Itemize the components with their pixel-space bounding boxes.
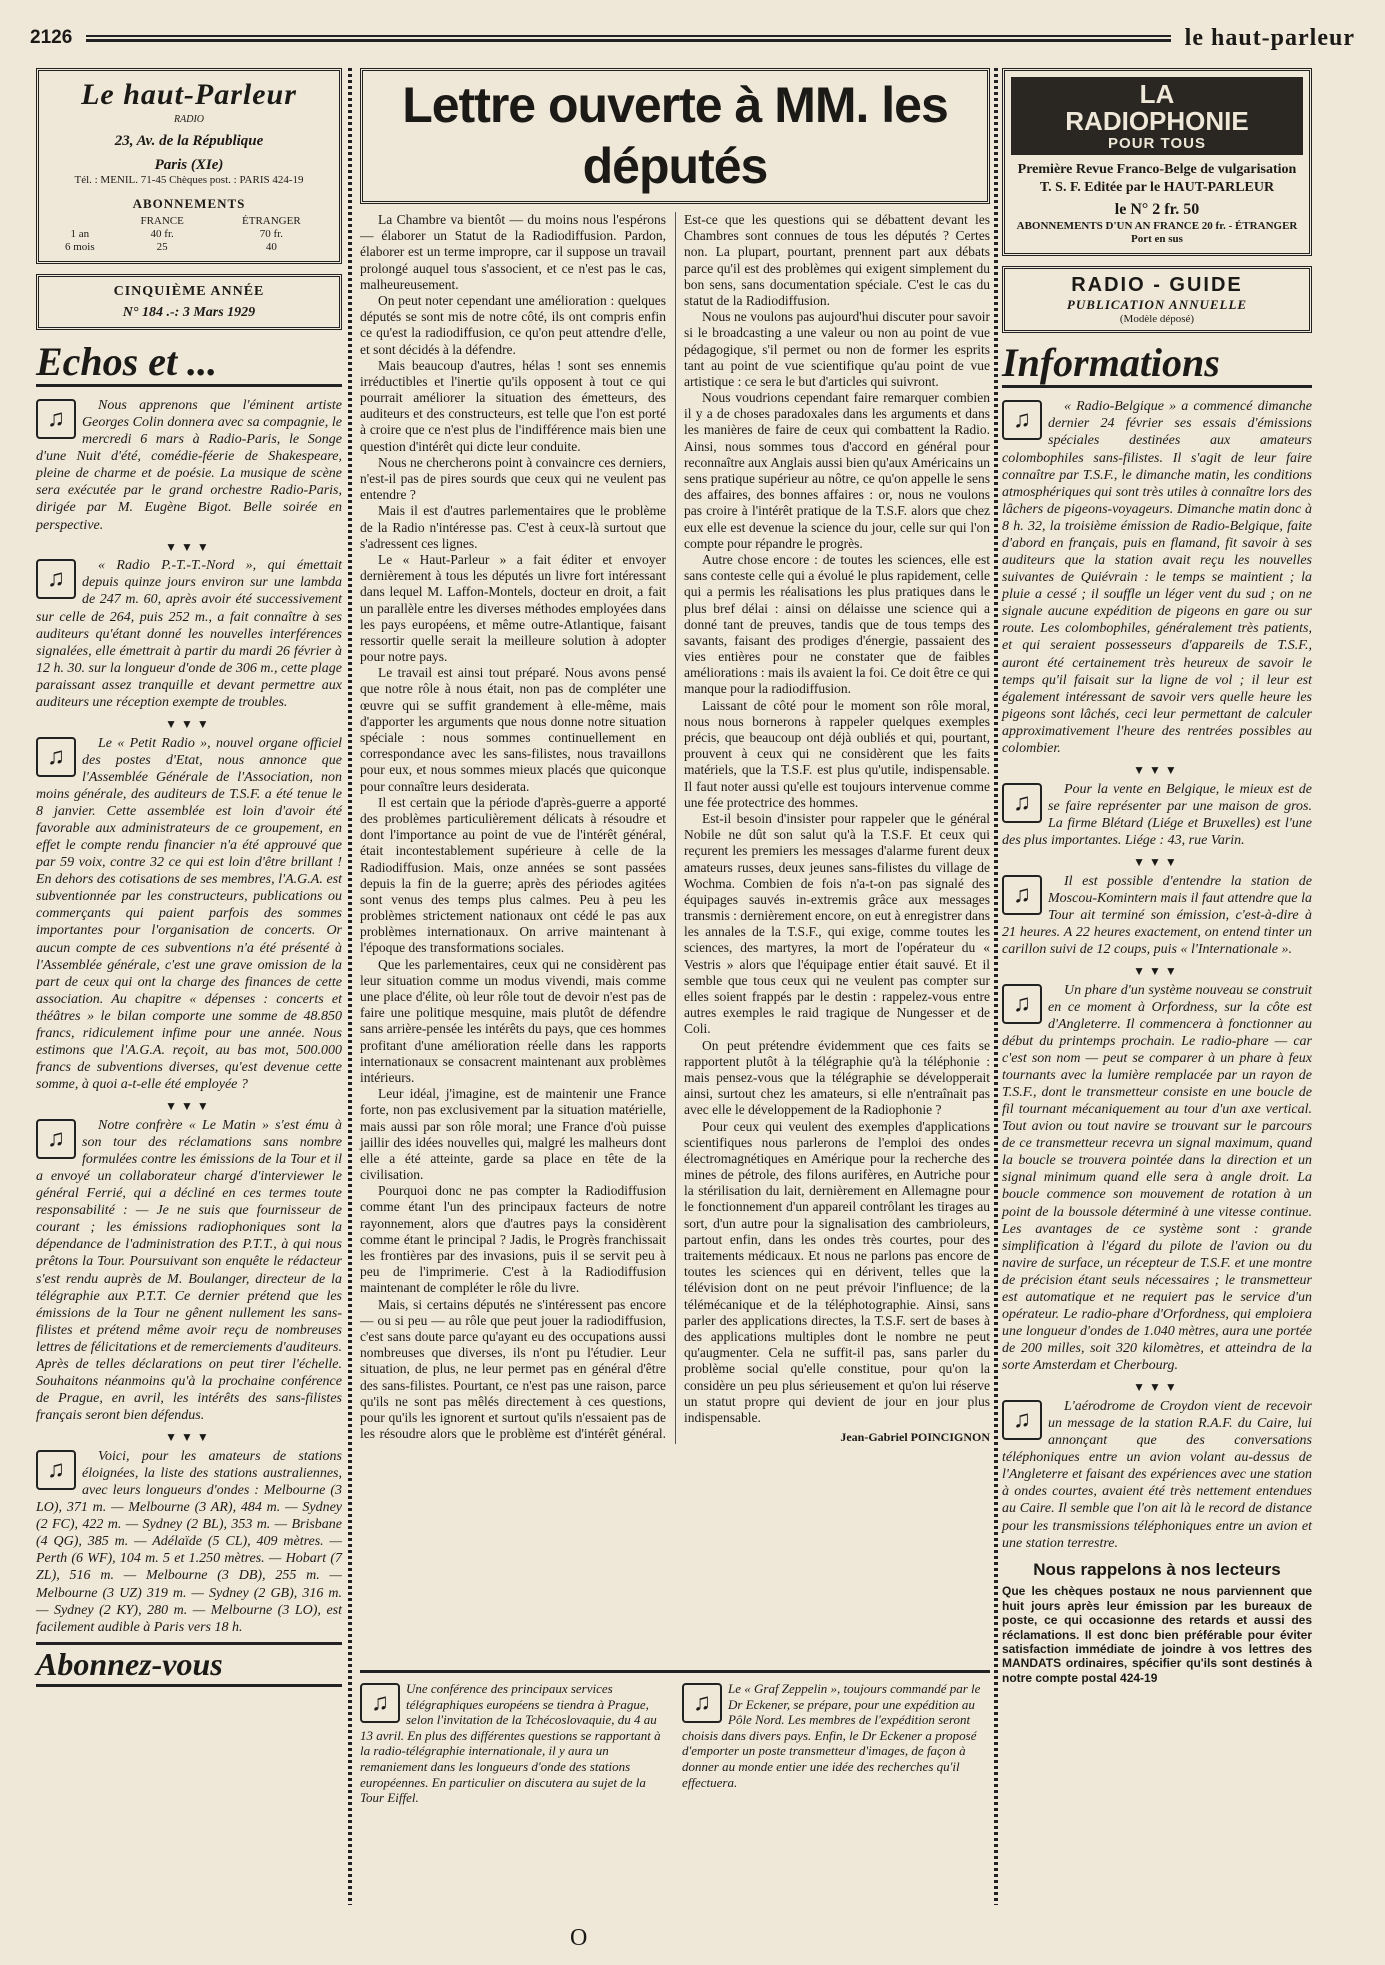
abo-head-cell: FRANCE: [140, 214, 184, 227]
issue-number: N° 184 .-: 3 Mars 1929: [122, 304, 256, 320]
echo-text: « Radio P.-T.-T.-Nord », qui émettait depuis quinze jours environ sur une lambda de 247 m. 60, après avoir été successivement sur celle de 264, puis 252 m., a fait connaître à ses auditeurs qu'étant donné les nouvelles interférences signalées, elle émettrait à partir du mardi 26 février à 12 h. 30. sur la longueur d'onde de 306 m., cette plage paraissant assez tranquille et devant permettre aux auditeurs une réception exempte de troubles.: [36, 558, 342, 710]
rappel-title: Nous rappelons à nos lecteurs: [1033, 1559, 1281, 1579]
radioguide-ad: [1002, 266, 1312, 334]
loudspeaker-icon: ♫: [1002, 875, 1042, 915]
article-paragraph: Nous ne chercherons point à convaincre ces derniers, n'est-il pas de pires sourds que ceux qui ne veulent pas entendre ?: [360, 454, 666, 503]
column-rule: [348, 68, 352, 1905]
abo-cell: 25: [156, 241, 168, 254]
abonnements-table: [45, 215, 333, 255]
informations-title: Informations: [1002, 341, 1312, 388]
column-rule: [994, 68, 998, 1905]
journal-name: le haut-parleur: [1184, 24, 1355, 51]
abo-head-row: [45, 215, 333, 228]
article-signature: Jean-Gabriel POINCIGNON: [840, 1430, 990, 1445]
info-text: L'aérodrome de Croydon vient de recevoir un message de la station R.A.F. du Caire, lui annonçant que des conversations téléphoniques entre un avion volant au-dessus de l'Angleterre et faisant des expériences avec une station à ondes courtes, avaient été très nettement entendues au Caire. Il semble que l'on ait là le record de distance pour les transmissions téléphoniques entre un avion et une station terrestre.: [1002, 1398, 1312, 1551]
right-column: [1002, 68, 1312, 1685]
page-number: 2126: [30, 27, 73, 48]
radioguide-name: RADIO - GUIDE: [1071, 273, 1243, 296]
separator-ornament: ▼▼▼: [165, 716, 213, 731]
separator-ornament: ▼▼▼: [1133, 1380, 1181, 1395]
article-paragraph: La Chambre va bientôt — du moins nous l'espérons — élaborer un Statut de la Radiodiffusion. Pardon, élaborer est un terme impropre, car il suppose un travail prolongé auquel tous s'associent, et ce n'est pas le cas, malheureusement.: [360, 212, 666, 292]
article-paragraph: Mais il est d'autres parlementaires que le problème de la Radio n'intéresse pas. C'est à ceux-là surtout que s'adressent ces lignes.: [360, 503, 666, 551]
page-header: [30, 20, 1355, 56]
article-paragraph: Le « Haut-Parleur » a fait éditer et envoyer dernièrement à tous les députés un livre fort intéressant dans lequel M. Laffon-Montels, docteur en droit, a fait un parallèle entre les diverses méthodes employées dans les pays européens, et même outre-Atlantique, faisant ressortir quelle serait la meilleure solution à adopter pour notre pays.: [360, 551, 666, 665]
loudspeaker-icon: ♫: [1002, 984, 1042, 1024]
info-item: [1002, 1398, 1312, 1552]
article-body: [360, 212, 990, 1444]
abo-row: [45, 228, 333, 241]
rappel-text: Que les chèques postaux ne nous parviennent que huit jours après leur émission par les bureaux de poste, ce qui occasionne des retards et aussi des réclamations. Il est donc bien préférable pour éviter satisfaction immédiate de joindre à vos lettres des MANDATS ordinaires, spécifier qu'ils sont destinés à notre compte postal 424-19: [1002, 1584, 1312, 1685]
article-paragraph: Pour ceux qui veulent des exemples d'applications scientifiques nous parlerons de l'emploi des ondes électromagnétiques en Amérique pour la recherche des mines de pétrole, des filons aurifères, en Autriche pour la stérilisation du lait, dernièrement en Allemagne pour le fonctionnement d'un appareil contrôlant les tirages au sort, d'un autre pour la signalisation des cambrioleurs, partout enfin, dans les ondes très courtes, pour des traitements médicaux. Et nous ne parlons pas encore de toutes les sciences qui en dérivent, telles que la télévision dont on ne peut prévoir l'influence; de la télémécanique et de la téléphotographie. Ainsi, sans parler des applications directes, la T.S.F. sert de bases à des applications multiples dont le nombre ne peut qu'augmenter. Cela ne suffit-il pas, sans parler du problème social qu'elle constitue, pour qu'on la considère un peu plus sérieusement et qu'on lui réserve un statut propre qui devient de jour en jour plus indispensable.: [684, 1118, 990, 1425]
masthead-city: Paris (XIe): [154, 157, 224, 174]
echo-item: [36, 1117, 342, 1424]
issue-box: [36, 274, 342, 330]
loudspeaker-icon: ♫: [1002, 783, 1042, 823]
header-rule: [86, 35, 1170, 42]
radiophonie-la: LA: [1139, 79, 1175, 109]
info-text: Pour la vente en Belgique, le mieux est de se faire représenter par une maison de gros. La firme Blétard (Liége et Bruxelles) est l'une des plus importantes. Liége : 43, rue Varin.: [1002, 781, 1312, 848]
info-item: [1002, 398, 1312, 757]
article-title: Lettre ouverte à MM. les députés: [360, 68, 990, 204]
loudspeaker-icon: ♫: [36, 1450, 76, 1490]
article-paragraph: Que les parlementaires, ceux qui ne considèrent pas leur situation comme un modus vivendi, mais comme une place d'élite, où leur rôle tout de devoir n'est pas de faire une politique mesquine, mais plutôt de défendre sans arrière-pensée les intérêts du pays, que ces hommes profitant d'une amélioration réelle dans les rapports internationaux se consacrent maintenant aux problèmes intérieurs.: [360, 956, 666, 1085]
masthead-tel: Tél. : MENIL. 71-45 Chèques post. : PARIS 424-19: [74, 174, 304, 187]
radiophonie-abo: ABONNEMENTS D'UN AN FRANCE 20 fr. - ÉTRANGER Port en sus: [1016, 219, 1298, 246]
masthead-address: 23, Av. de la République: [114, 132, 264, 149]
article-paragraph: Nous ne voulons pas aujourd'hui discuter pour savoir si le broadcasting a une valeur ou non au point de vue pédagogique, s'il permet ou non de former les esprits tant au point de vue scientifique qu'au point de vue artistique : ce sera le but d'articles qui suivront.: [684, 309, 990, 389]
loudspeaker-icon: ♫: [36, 399, 76, 439]
radioguide-note: (Modèle déposé): [1119, 312, 1195, 325]
abo-cell: 40: [265, 241, 277, 254]
loudspeaker-icon: ♫: [1002, 1400, 1042, 1440]
article-paragraph: Mais beaucoup d'autres, hélas ! sont ses ennemis irréductibles et l'inertie qu'ils opposent à tout ce qui pourrait améliorer la situation des émetteurs, des auditeurs et des constructeurs, est telle que l'on est porté à croire que ce n'est plus de l'indifférence mais bien une question d'intérêt qui dicte leur conduite.: [360, 357, 666, 454]
footer-mark: O: [570, 1925, 588, 1951]
loudspeaker-icon: ♫: [682, 1683, 722, 1723]
bottom-news-right: [682, 1681, 990, 1806]
left-column: [36, 68, 342, 1687]
radiophonie-desc: Première Revue Franco-Belge de vulgarisation T. S. F. Editée par le HAUT-PARLEUR: [1017, 162, 1297, 195]
separator-ornament: ▼▼▼: [1133, 762, 1181, 777]
article-paragraph: Est-il besoin d'insister pour rappeler que le général Nobile ne dût son salut qu'à la T.S.F. Et ceux qui reçurent les premiers les messages d'alarme furent deux amateurs russes, deux jeunes sans-filistes du village de Wochma. Combien de fois n'a-t-on pas signalé des équipages sauvés in-extremis grâce aux messages transmis : dernièrement encore, on eut à enregistrer dans les annales de la T.S.F., qui exige, comme toutes les sciences, des martyres, la mort de l'opérateur du « Vestris » alors que l'équipage entier était sauvé. Et il semble que tous ceux qui ne veulent pas compter sur elles soient frappés par le destin : rappelez-vous entre autres exemples le raid tragique de Nungesser et de Coli.: [684, 810, 990, 1037]
abo-head-cell: ÉTRANGER: [242, 214, 301, 227]
echo-text: Voici, pour les amateurs de stations éloignées, la liste des stations australiennes, avec leurs longueurs d'ondes : Melbourne (3 LO), 371 m. — Melbourne (3 AR), 484 m. — Sydney (2 FC), 422 m. — Sydney (2 BL), 353 m. — Brisbane (4 QG), 385 m. — Adélaïde (5 CL), 409 mètres. — Perth (6 WF), 104 m. 5 et 1.250 mètres. — Hobart (7 ZL), 516 m. — Melbourne (3 DB), 255 m. — Melbourne (3 UZ) 319 m. — Sydney (2 GB), 316 m. — Sydney (2 KY), 280 m. — Melbourne (3 LO), est facilement audible à Paris vers 18 h.: [36, 1448, 342, 1635]
abonnements-title: ABONNEMENTS: [132, 195, 246, 211]
article-paragraph: Le travail est ainsi tout préparé. Nous avons pensé que notre rôle à nous était, non pas de compléter une œuvre qui se suffit grandement à elle-même, mais d'apporter les arguments que nous donne notre situation spéciale : nous sommes continuellement en correspondance avec les sans-filistes, nous travaillons pour eux, et nous sommes mieux placés que quiconque pour connaître leurs desiderata.: [360, 665, 666, 794]
bottom-news-left-text: Une conférence des principaux services télégraphiques européens se tiendra à Prague, selon l'invitation de la Tchécoslovaquie, du 4 au 13 avril. En plus des différentes questions se rapportant à la radio-télégraphie internationale, il y aura un remaniement dans les longueurs d'onde des stations européennes. En particulier on discutera au sujet de la Tour Eiffel.: [360, 1681, 661, 1806]
abo-row: [45, 241, 333, 254]
article-paragraph: Nous voudrions cependant faire remarquer combien il y a de choses paradoxales dans les arguments et dans les manières de faire de ceux qui combattent la Radio. Ainsi, nous sommes tous d'accord en général pour reconnaître aux Anglais aussi bien qu'aux Américains un sens pratique supérieur au nôtre, ce qu'on appelle le sens des affaires, des bonnes affaires : or, nous ne voulons pas croire à l'intérêt pratique de la T.S.F. alors que chez eux elle est devenue la science du jour, celle sur qui l'on compte pour répandre le progrès.: [684, 390, 990, 551]
loudspeaker-icon: ♫: [360, 1683, 400, 1723]
center-column: [360, 68, 990, 1444]
bottom-news-left: [360, 1681, 668, 1806]
echo-item: [36, 1448, 342, 1636]
info-text: Il est possible d'entendre la station de Moscou-Komintern mais il faut attendre que la Tour ait terminé son émission, c'est-à-dire à 21 heures. A 22 heures exactement, on entend tinter un carillon suivi de 12 coups, puis « l'Internationale ».: [1002, 873, 1312, 957]
echo-item: [36, 735, 342, 1094]
radiophonie-logo: [1011, 77, 1303, 155]
radiophonie-sub: POUR TOUS: [1108, 134, 1206, 152]
separator-ornament: ▼▼▼: [165, 1430, 213, 1445]
abo-cell: 1 an: [70, 228, 90, 241]
echo-item: [36, 397, 342, 534]
separator-ornament: ▼▼▼: [1133, 854, 1181, 869]
article-paragraph: Autre chose encore : de toutes les sciences, elle est sans conteste celle qui a évolué le plus rapidement, celle qui a permis les réalisations les plus pratiques dans le plus bref délai : ainsi on délaisse une science qui a donné tant de preuves, tandis que de tous temps des savants, faisant des prodiges d'énergie, passaient des vies entières pour ne constater que de faibles améliorations : mais ils avaient la foi. Ce doit être ce qui manque pour la radiodiffusion.: [684, 551, 990, 697]
article-paragraph: On peut prétendre évidemment que ces faits se rapportent plutôt à la télégraphie qu'à la téléphonie : mais pensez-vous que la télégraphie se développerait ainsi, surtout chez les amateurs, si elle n'entraînait pas avec elle le développement de la Radiophonie ?: [684, 1037, 990, 1118]
echo-text: Notre confrère « Le Matin » s'est ému à son tour des réclamations sans nombre formulées contre les émissions de la Tour et il a envoyé un collaborateur chargé d'interviewer le général Ferrié, qui a décliné en ces termes toute responsabilité : — Je ne suis que fournisseur de courant ; les émissions radiophoniques sont la dépendance de l'administration des P.T.T., à qui nous prêtons la Tour. Poursuivant son enquête le rédacteur s'est rendu auprès de M. Boulanger, directeur de la télégraphie aux P.T.T. Ce dernier prétend que les émissions de la Tour ne gênent nullement les sans-filistes et prétend même avoir reçu de nombreuses lettres de félicitations et de remerciements d'auditeurs. Après de telles déclarations on peut tirer l'échelle. Souhaitons néanmoins qu'à la prochaine conférence de Prague, en avril, les intérêts des sans-filistes français seront bien défendus.: [36, 1117, 342, 1424]
article-paragraph: On peut noter cependant une amélioration : quelques députés se sont mis de notre côté, ils ont compris enfin ce qu'est la radiodiffusion, ce qu'on peut attendre d'elle, et sont décidés à la défendre.: [360, 292, 666, 357]
article-paragraph: Mais, si certains députés ne s'intéressent pas encore — ou si peu — au rôle que peut jouer la radiodiffusion, c'est sans doute parce qu'ayant eu des occupations aussi nombreuses que diverses, ils n'ont pu l'étudier. Leur situation, de plus, ne leur permet pas en général d'être des sans-filistes. Pourtant, ce n'est pas une raison, parce qu'ils ne sont pas mêlés directement à ces questions, pour qu'ils les ignorent et surtout qu'ils n'essaient pas de les résoudre alors que le problème est d'intérêt général. Est-ce que les questions qui se débattent devant les Chambres sont connues de tous les députés ? Certes non. La plupart, pourtant, prennent part aux débats parce qu'il est des problèmes qui exigent simplement du bon sens, sans documentation spéciale. C'est le cas du statut de la Radiodiffusion.: [360, 212, 990, 1442]
abo-cell: 40 fr.: [150, 228, 174, 241]
info-text: « Radio-Belgique » a commencé dimanche dernier 24 février ses essais d'émissions spéciales destinées aux amateurs colombophiles sans-filistes. Il s'agit de leur faire connaître par T.S.F., le dimanche matin, les conditions atmosphériques qui sont très utiles à connaître lors des lâchers de pigeons-voyageurs. Dimanche matin donc à 8 h. 32, la troisième émission de Radio-Belgique, faite d'abord en français, puis en flamand, fit savoir à ses auditeurs que la station avait reçu les nouvelles suivantes de Quiévrain : le temps se maintient ; la pluie a cessé ; il souffle un léger vent du sud ; on ne signale aucune expédition de pigeons en gare ou sur route. Les colombophiles, généralement très patients, et qui seraient possesseurs d'appareils de T.S.F., auront été certainement très heureux de savoir le temps qu'il faisait sur la ligne de vol ; il leur est également intéressant de savoir vers quelle heure les pigeons sont lâchés, ceci leur permettant de calculer approximativement l'heure des rentrées possibles au colombier.: [1002, 399, 1312, 756]
abo-cell: 6 mois: [64, 241, 95, 254]
echos-title: Echos et ...: [36, 340, 342, 387]
info-item: [1002, 781, 1312, 849]
echo-item: [36, 557, 342, 711]
info-item: [1002, 873, 1312, 958]
abonnez-vous-banner: Abonnez-vous: [36, 1642, 342, 1687]
echo-text: Nous apprenons que l'éminent artiste Georges Colin donnera avec sa compagnie, le mercredi 6 mars à Radio-Paris, le Songe d'une Nuit d'été, comédie-féerie de Shakespeare, pleine de charme et de poésie. La musique de scène sera exécutée par le grand orchestre Radio-Paris, dirigée par M. Eugène Bigot. Belle soirée en perspective.: [36, 398, 342, 533]
info-item: [1002, 982, 1312, 1375]
loudspeaker-icon: ♫: [36, 737, 76, 777]
article-paragraph: Il est certain que la période d'après-guerre a apporté des problèmes particulièrement délicats à résoudre et dont l'importance au point de vue de l'intérêt général, était incontestablement supérieure à celle de la Radiodiffusion. Mais, onze années se sont passées depuis la fin de la guerre; après des périodes agitées sont venus des temps plus calmes. Peu à peu les problèmes strictement nationaux ont cédé le pas aux problèmes internationaux. On arrive maintenant à l'époque des transformations sociales.: [360, 794, 666, 956]
loudspeaker-icon: ♫: [36, 559, 76, 599]
radiophonie-price: le N° 2 fr. 50: [1114, 201, 1200, 219]
loudspeaker-icon: ♫: [1002, 400, 1042, 440]
separator-ornament: ▼▼▼: [165, 539, 213, 554]
bottom-news-right-text: Le « Graf Zeppelin », toujours commandé par le Dr Eckener, se prépare, pour une expédition au Pôle Nord. Les membres de l'expédition seront choisis dans divers pays. Enfin, le Dr Eckener a proposé d'emporter un poste transmetteur d'images, de façon à donner au monde entier une idée des recherches qu'il effectuera.: [682, 1681, 981, 1790]
article-paragraph: Leur idéal, j'imagine, est de maintenir une France forte, non pas exclusivement par la situation matérielle, mais aussi par son rôle moral; une France d'où puisse jaillir des idées nouvelles qui, malgré les malheurs dont elle a été atteinte, garde sa place en tête de la civilisation.: [360, 1086, 666, 1183]
abo-cell: 70 fr.: [259, 228, 283, 241]
article-paragraph: Laissant de côté pour le moment son rôle moral, nous nous bornerons à rappeler quelques exemples précis, que beaucoup ont déjà oubliés et qui, pourtant, prouvent à ceux qui ne considèrent que les faits matériels, que la T.S.F. est plus qu'utile, indispensable. Il faut noter aussi qu'elle est toujours intervenue comme une fée protectrice des hommes.: [684, 697, 990, 810]
article-paragraph: Pourquoi donc ne pas compter la Radiodiffusion comme étant l'un des principaux facteurs de notre rayonnement, alors que d'autres pays la considèrent comme étant le principal ? Jadis, le Progrès franchissait les frontières par des invasions, puis il se servit peu à peu de l'imprimerie. C'est à la Radiodiffusion maintenant de compléter le rôle du livre.: [360, 1183, 666, 1296]
radiophonie-ad: [1002, 68, 1312, 256]
masthead-box: [36, 68, 342, 264]
abo-head-cell: [45, 215, 115, 228]
info-text: Un phare d'un système nouveau se construit en ce moment à Orfordness, sur la côte est d'Angleterre. Il commencera à fonctionner au début du printemps prochain. Le radio-phare — car c'est son nom — peut se comparer à un phare à feux tournants avec la lumière remplacée par un rayon de T.S.F., dont le transmetteur consiste en une boucle de fil tournant mécaniquement au tour d'un axe vertical. Tout avion ou tout navire se trouvant sur le parcours de ce transmetteur recevra un signal maximum, quand la boucle se trouvera pointée dans la direction et un signal minimum quand elle sera à angle droit. La boucle commence son mouvement de rotation à un point de la boussole déterminé à une vitesse continue. Les avantages de ce système sont : grande simplification à l'égard du pilote de l'avion ou du navire de surface, un récepteur de T.S.F. et une montre de précision étant seuls nécessaires ; le transmetteur est automatique et ne requiert pas le service d'un opérateur. Le radio-phare d'Orfordness, qui emploiera une longueur d'ondes de 1.040 mètres, aura une portée de 200 milles, soit 320 kilomètres, et atteindra de la sorte Amsterdam et Cherbourg.: [1002, 982, 1312, 1374]
bottom-news: [360, 1670, 990, 1806]
radiophonie-name: RADIOPHONIE: [1065, 106, 1249, 137]
separator-ornament: ▼▼▼: [1133, 963, 1181, 978]
radioguide-sub: PUBLICATION ANNUELLE: [1066, 297, 1248, 313]
separator-ornament: ▼▼▼: [165, 1099, 213, 1114]
issue-year: CINQUIÈME ANNÉE: [113, 283, 265, 299]
echo-text: Le « Petit Radio », nouvel organe officiel des postes d'Etat, nous annonce que l'Assemblée Générale de l'Association, non moins générale, des auditeurs de T.S.F. a été tenue le 8 janvier. Cette assemblée est loin d'avoir été favorable aux administrateurs de ce groupement, en effet le compte rendu financier n'a été approuvé que par 59 voix, contre 32 ce qui est loin d'être brillant ! En dehors des cotisations de ses membres, l'A.G.A. est subventionnée par les constructeurs, publications ou commerçants qui paient parfois des sommes importantes pour l'organisation de concerts. Or aucun compte de ces subventions n'a été présenté à l'Assemblée générale, c'est une grave omission de la part de ceux qui ont la charge des finances de cette association. Au chapitre « dépenses : concerts et théâtres » le bilan comporte une somme de 48.850 francs, ridiculement infime pour une année. Nous estimons que l'A.G.A. reçoit, au bas mot, 500.000 francs de subventions diverses, qu'est devenue cette somme, à quoi a-t-elle été employée ?: [36, 735, 342, 1093]
masthead-logo: Le haut-Parleur: [81, 78, 297, 111]
masthead-logo-sub: RADIO: [174, 113, 204, 125]
loudspeaker-icon: ♫: [36, 1119, 76, 1159]
